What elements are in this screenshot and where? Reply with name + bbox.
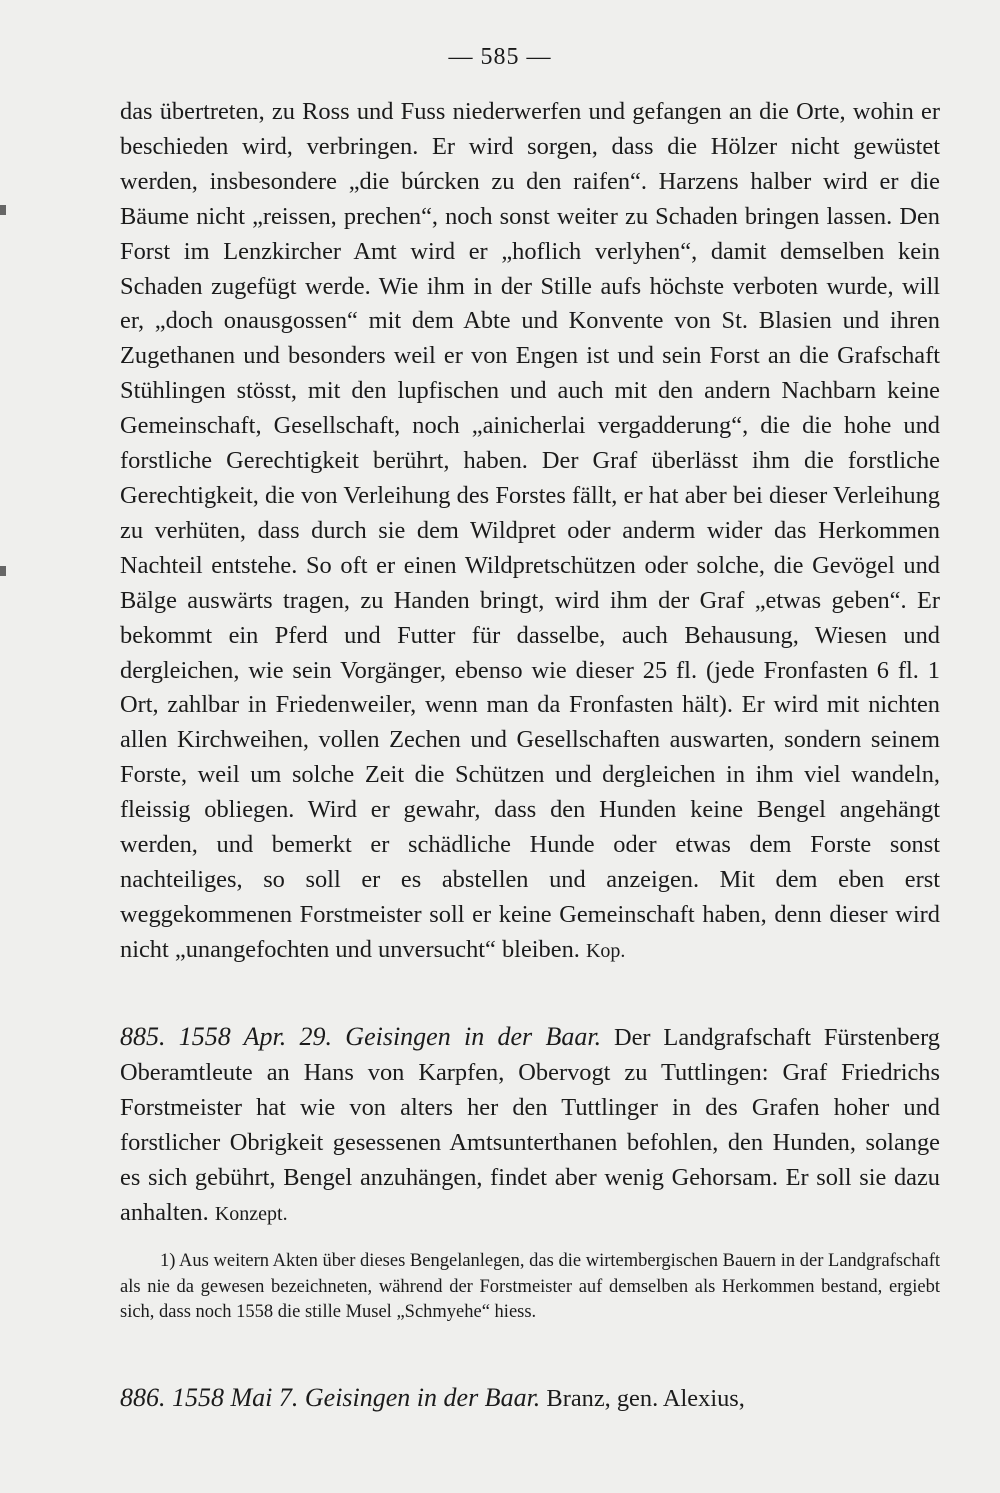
entry-paragraph — [120, 1020, 940, 1231]
main-paragraph-text: das übertreten, zu Ross und Fuss niederwerfen und gefangen an die Orte, wohin er beschieden wird, verbringen. Er wird sorgen, dass die Hölzer nicht gewüstet werden, insbesondere „die búrcken zu den raifen“. Harzens halber wird er die Bäume nicht „reissen, prechen“, noch sonst weiter zu Schaden bringen lassen. Den Forst im Lenzkircher Amt wird er „hoflich verlyhen“, damit demselben kein Schaden zugefügt werde. Wie ihm in der Stille aufs höchste verboten wurde, will er, „doch onausgossen“ mit dem Abte und Konvente von St. Blasien und ihren Zugethanen und besonders weil er von Engen ist und sein Forst an die Grafschaft Stühlingen stösst, mit den lupfischen und auch mit den andern Nachbarn keine Gemeinschaft, Gesellschaft, noch „ainicherlai vergadderung“, die die hohe und forstliche Gerechtigkeit berührt, haben. Der Graf überlässt ihm die forstliche Gerechtigkeit, die von Verleihung des Forstes fällt, er hat aber bei dieser Verleihung zu verhüten, dass durch sie dem Wildpret oder anderm wider das Herkommen Nachteil entstehe. So oft er einen Wildpretschützen oder solche, die Gevögel und Bälge auswärts tragen, zu Handen bringt, wird ihm der Graf „etwas geben“. Er bekommt ein Pferd und Futter für dasselbe, auch Behausung, Wiesen und dergleichen, wie sein Vorgänger, ebenso wie dieser 25 fl. (jede Fronfasten 6 fl. 1 Ort, zahlbar in Friedenweiler, wenn man da Fronfasten hält). Er wird mit nichten allen Kirchweihen, vollen Zechen und Gesellschaften auswarten, sondern seinem Forste, weil um solche Zeit die Schützen und dergleichen in ihm viel wandeln, fleissig obliegen. Wird er gewahr, dass den Hunden keine Bengel angehängt werden, und bemerkt er schädliche Hunde oder etwas dem Forste sonst nachteiliges, so soll er es abstellen und anzeigen. Mit dem eben erst weggekommenen Forstmeister soll er keine Gemeinschaft haben, denn dieser wird nicht „unangefochten und unversucht“ bleiben. — [120, 98, 940, 963]
page-number: — 585 — — [448, 44, 552, 70]
source-tag: Kop. — [585, 939, 626, 962]
entry-heading: 886. 1558 Mai 7. Geisingen in der Baar. — [120, 1383, 541, 1412]
document-entry-885 — [120, 1020, 940, 1231]
entry-text: Branz, gen. Alexius, — [546, 1385, 745, 1412]
main-paragraph — [120, 95, 940, 969]
entry-heading: 885. 1558 Apr. 29. Geisingen in der Baar. — [120, 1022, 602, 1051]
margin-mark — [0, 205, 6, 215]
document-entry-886 — [120, 1381, 940, 1417]
entry-text: Der Landgrafschaft Fürstenberg Oberamtleute an Hans von Karpfen, Obervogt zu Tuttlingen: Graf Friedrichs Forstmeister hat wie von alters her den Tuttlinger in des Grafen hoher und forstlicher Obrigkeit gesessenen Amtsunterthanen befohlen, den Hunden, solange es sich gebührt, Bengel anzuhängen, findet aber wenig Gehorsam. Er soll sie dazu anhalten. — [120, 1024, 940, 1226]
footnote — [120, 1249, 940, 1326]
footnote-text: 1) Aus weitern Akten über dieses Bengelanlegen, das die wirtembergischen Bauern in der Landgrafschaft als nie da gewesen bezeichneten, während der Forstmeister auf demselben als Herkommen bestand, ergiebt sich, dass noch 1558 die stille Musel „Schmyehe“ hiess. — [120, 1251, 940, 1322]
source-tag: Konzept. — [214, 1202, 288, 1225]
entry-paragraph — [120, 1381, 940, 1417]
margin-mark — [0, 566, 6, 576]
main-text-block — [120, 95, 940, 969]
